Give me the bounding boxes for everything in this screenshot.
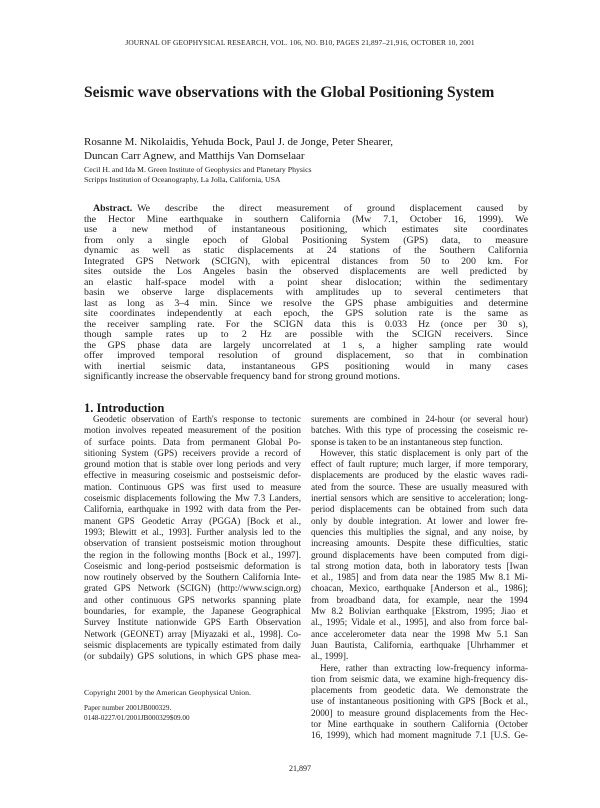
text-line: the region in the following months [Bock et al., 1997]. <box>84 549 301 560</box>
paper-number <box>84 704 190 723</box>
text-line: now routinely observed by the Southern California Inte- <box>84 572 301 583</box>
text-line: surements are combined in 24-hour (or several hour) <box>311 414 528 424</box>
text-line: the Hector Mine earthquake in southern California (Mw 7.1, October 16, 1999). We <box>84 214 528 225</box>
text-line: period displacements can be obtained from such data <box>311 504 528 515</box>
paper-number-line: Paper number 2001JB000329. <box>84 704 172 712</box>
text-line: manent GPS Geodetic Array (PGGA) [Bock et al., <box>84 515 301 526</box>
text-line: Here, rather than extracting low-frequency informa- <box>320 662 528 673</box>
text-line: the receiver sampling rate. For the SCIGN data this is 0.033 Hz (once per 30 s), <box>84 319 528 330</box>
text-line: though sample rates up to 2 Hz are possible with the SCIGN receivers. Since <box>84 330 528 340</box>
text-line: effect of fault rupture; much larger, if more temporary, <box>311 459 528 470</box>
author-line: Rosanne M. Nikolaidis, Yehuda Bock, Paul J. de Jonge, Peter Shearer, <box>84 136 394 148</box>
text-line: sitioning System (GPS) receivers provide a record of <box>84 447 301 458</box>
copyright-notice: Copyright 2001 by the American Geophysical Union. <box>84 688 251 697</box>
paper-number-line: 0148-0227/01/2001JB000329$09.00 <box>84 713 190 722</box>
text-line: 2000] to measure ground displacements from the Hec- <box>311 707 528 718</box>
text-line: ated from the source. These are usually measured with <box>311 481 528 492</box>
text-line: with inertial seismic data, instantaneous GPS positioning would in many cases <box>84 361 528 372</box>
text-line: Juan Bautista, California, earthquake [Uhrhammer et <box>311 639 528 650</box>
text-line: effective in measuring coseismic and postseismic defor- <box>84 470 301 481</box>
text-line: from broadband data, for example, near the 1994 <box>311 594 528 605</box>
text-line: of surface points. Data from permanent Global Po- <box>84 436 301 447</box>
text-line: inertial sensors which are sensitive to acceleration; long- <box>311 493 528 504</box>
text-line <box>84 204 528 215</box>
text-line: the GPS phase data are largely uncorrelated at 1 s, a higher sampling rate would <box>84 340 528 351</box>
text-line: Mw 8.2 Bolivian earthquake [Ekstrom, 1995; Jiao et <box>311 606 528 617</box>
text-line: and other continuous GPS networks spanning plate <box>84 594 301 605</box>
text-line: dynamic as well as static displacements at 24 stations of the Southern California <box>84 246 528 256</box>
affiliation <box>84 165 312 185</box>
text-line: ground motion that is stable over long periods and very <box>84 459 301 470</box>
text-line: ground displacements have been computed from digi- <box>311 549 528 560</box>
text-line: al., 1995; Vidale et al., 1995], and also from force bal- <box>311 617 528 628</box>
text-line: (or subdaily) GPS solutions, in which GPS phase mea- <box>84 651 301 662</box>
paper-title: Seismic wave observations with the Global Positioning System <box>84 84 495 101</box>
right-column <box>311 414 528 742</box>
text-line: an elastic half-space model with a point shear dislocation; within the sedimentary <box>84 277 528 288</box>
abstract-text: We describe the direct measurement of ground displacement caused by <box>137 204 528 214</box>
text-line: California, earthquake in 1992 with data from the Per- <box>84 504 301 515</box>
text-line: use a new method of instantaneous positioning, which estimates site coordinates <box>84 225 528 235</box>
text-line: only by double integration. At lower and lower fre- <box>311 515 528 526</box>
text-line: batches. With this type of processing the coseismic re- <box>311 425 528 436</box>
abstract <box>84 204 528 383</box>
text-line: last as long as 3–4 min. Since we resolve the GPS phase ambiguities and determine <box>84 298 528 309</box>
abstract-label: Abstract. <box>93 204 133 214</box>
page-number: 21,897 <box>289 764 311 773</box>
text-line: significantly increase the observable frequency band for strong ground motions. <box>84 372 400 382</box>
text-line: et al., 1985] and from data near the 1985 Mw 8.1 Mi- <box>311 572 528 583</box>
authors <box>84 136 393 163</box>
running-head: JOURNAL OF GEOPHYSICAL RESEARCH, VOL. 106, NO. B10, PAGES 21,897–21,916, OCTOBER 10, 2001 <box>125 38 475 47</box>
text-line: offer improved temporal resolution of ground displacement, so that in combination <box>84 351 528 361</box>
text-line: coseismic displacements following the Mw 7.3 Landers, <box>84 493 301 504</box>
text-line: Geodetic observation of Earth's response to tectonic <box>93 414 301 424</box>
text-line: use of instantaneous positioning with GPS [Bock et al., <box>311 696 528 707</box>
text-line: sites outside the Los Angeles basin the observed displacements are well predicted by <box>84 267 528 277</box>
text-line: increasing amounts. Despite these difficulties, static <box>311 538 528 549</box>
text-line: boundaries, for example, the Japanese Geographical <box>84 606 301 617</box>
text-line: 1993; Blewitt et al., 1993]. Further analysis led to the <box>84 526 301 537</box>
text-line: 16, 1999), which had moment magnitude 7.1 [U.S. Ge- <box>311 730 528 741</box>
text-line: al., 1999]. <box>311 651 349 662</box>
text-line: displacements are produced by the elastic waves radi- <box>311 470 528 481</box>
text-line: site coordinates independently at each epoch, the GPS solution rate is the same as <box>84 309 528 319</box>
affiliation-line: Scripps Institution of Oceanography, La Jolla, California, USA <box>84 175 281 184</box>
text-line: quencies this multiplies the signal, and any noise, by <box>311 526 528 537</box>
text-line: observation of transient postseismic motion throughout <box>84 538 301 549</box>
author-line: Duncan Carr Agnew, and Matthijs Van Domselaar <box>84 149 305 162</box>
text-line: However, this static displacement is only part of the <box>320 447 528 458</box>
text-line: basin we observe large displacements with amplitudes up to several centimeters that <box>84 288 528 298</box>
text-line: Coseismic and long-period postseismic deformation is <box>84 560 301 571</box>
left-column <box>84 414 301 663</box>
text-line: Integrated GPS Network (SCIGN), with epicentral distances from 50 to 200 km. For <box>84 256 528 267</box>
text-line: Network (GEONET) array [Miyazaki et al., 1998]. Co- <box>84 628 301 639</box>
text-line: sponse is taken to be an instantaneous step function. <box>311 436 503 447</box>
section-heading-introduction: 1. Introduction <box>84 401 165 415</box>
text-line: Survey Institute nationwide GPS Earth Observation <box>84 617 301 628</box>
text-line: choacan, Mexico, earthquake [Anderson et al., 1986]; <box>311 583 528 594</box>
text-line: grated GPS Network (SCIGN) (http://www.scign.org) <box>84 583 301 594</box>
text-line: motion involves repeated measurement of the position <box>84 425 301 436</box>
text-line: ance accelerometer data near the 1998 Mw 5.1 San <box>311 628 528 639</box>
affiliation-line: Cecil H. and Ida M. Green Institute of Geophysics and Planetary Physics <box>84 165 312 174</box>
text-line: seismic displacements are typically estimated from daily <box>84 639 301 650</box>
text-line: from only a single epoch of Global Positioning System (GPS) data, to measure <box>84 235 528 246</box>
text-line: mation. Continuous GPS was first used to measure <box>84 481 301 492</box>
text-line: placements from geodetic data. We demonstrate the <box>311 685 528 696</box>
text-line: tor Mine earthquake in southern California (October <box>311 719 528 730</box>
text-line: tion from seismic data, we examine high-frequency dis- <box>311 673 528 684</box>
text-line: tal strong motion data, both in laboratory tests [Iwan <box>311 560 528 571</box>
